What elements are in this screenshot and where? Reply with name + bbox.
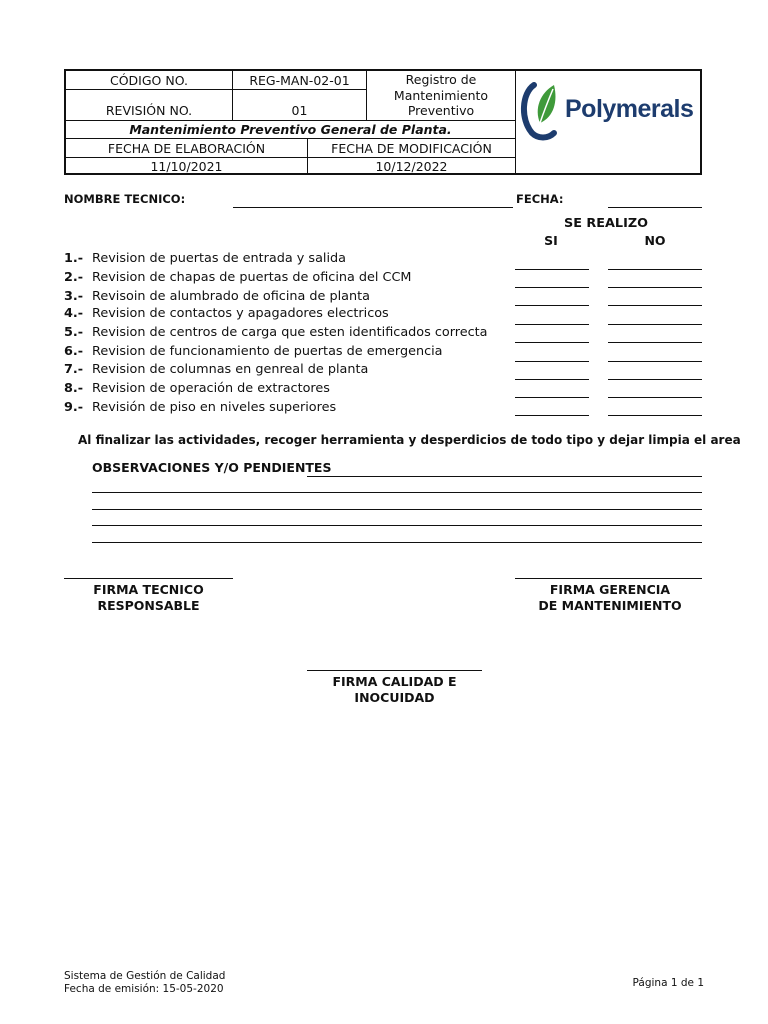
checklist-item: 2.- Revision de chapas de puertas de oficina del CCM [64, 270, 412, 285]
no-answer-line[interactable] [608, 342, 702, 343]
footer-left [64, 970, 225, 996]
no-answer-line[interactable] [608, 361, 702, 362]
checklist-item: 1.- Revision de puertas de entrada y salida [64, 251, 347, 266]
observaciones-line[interactable] [92, 525, 702, 526]
no-answer-line[interactable] [608, 269, 702, 270]
firma-tecnico-line[interactable] [64, 578, 233, 579]
checklist-item: 4.- Revision de contactos y apagadores electricos [64, 306, 389, 321]
si-answer-line[interactable] [515, 361, 589, 362]
no-answer-line[interactable] [608, 324, 702, 325]
firma-gerencia-line[interactable] [515, 578, 702, 579]
company-logo [518, 79, 700, 141]
checklist-item: 5.- Revision de centros de carga que esten identificados correcta [64, 325, 488, 340]
si-answer-line[interactable] [515, 324, 589, 325]
si-answer-line[interactable] [515, 269, 589, 270]
document-title [367, 71, 515, 120]
se-realizo-label: SE REALIZO [564, 216, 648, 231]
doc-title-line-2: Mantenimiento [393, 87, 489, 103]
firma-gerencia-label: FIRMA GERENCIA DE MANTENIMIENTO [538, 582, 682, 613]
si-answer-line[interactable] [515, 287, 589, 288]
no-answer-line[interactable] [608, 287, 702, 288]
document-subtitle: Mantenimiento Preventivo General de Planta. [129, 122, 452, 137]
nombre-tecnico-label: NOMBRE TECNICO: [64, 192, 186, 206]
checklist-item: 6.- Revision de funcionamiento de puertas de emergencia [64, 344, 443, 359]
observaciones-label: OBSERVACIONES Y/O PENDIENTES [92, 460, 332, 475]
checklist-item: 8.- Revision de operación de extractores [64, 381, 330, 396]
footer-fecha-emision: Fecha de emisión: 15-05-2020 [64, 983, 224, 995]
firma-calidad-label: FIRMA CALIDAD E INOCUIDAD [332, 674, 457, 705]
observaciones-line[interactable] [92, 542, 702, 543]
leaf-logo-icon [518, 79, 562, 141]
no-answer-line[interactable] [608, 415, 702, 416]
doc-title-line-3: Preventivo [407, 103, 475, 119]
checklist-item: 7.- Revision de columnas en genreal de planta [64, 362, 369, 377]
codigo-label: CÓDIGO NO. [109, 72, 189, 88]
no-answer-line[interactable] [608, 397, 702, 398]
si-column-label: SI [544, 233, 558, 248]
checklist-item: 3.- Revisoin de alumbrado de oficina de planta [64, 289, 370, 304]
observaciones-line[interactable] [92, 509, 702, 510]
logo-wordmark: Polymerals [565, 95, 694, 123]
fecha-elaboracion-value: 11/10/2021 [150, 159, 223, 174]
si-answer-line[interactable] [515, 342, 589, 343]
observaciones-line[interactable] [307, 476, 702, 477]
revision-label: REVISIÓN NO. [105, 103, 193, 118]
observaciones-line[interactable] [92, 492, 702, 493]
instruction-text: Al finalizar las actividades, recoger herramienta y desperdicios de todo tipo y dejar limpia el area [78, 433, 741, 447]
codigo-value: REG-MAN-02-01 [249, 72, 350, 88]
no-answer-line[interactable] [608, 379, 702, 380]
doc-title-line-1: Registro de [405, 72, 477, 88]
footer-sistema: Sistema de Gestión de Calidad [64, 970, 226, 982]
fecha-modificacion-label: FECHA DE MODIFICACIÓN [331, 140, 492, 156]
no-answer-line[interactable] [608, 305, 702, 306]
nombre-tecnico-field[interactable] [233, 207, 513, 208]
fecha-modificacion-value: 10/12/2022 [375, 159, 448, 174]
checklist-item: 9.- Revisión de piso en niveles superiores [64, 400, 337, 415]
si-answer-line[interactable] [515, 415, 589, 416]
fecha-label: FECHA: [516, 192, 564, 206]
si-answer-line[interactable] [515, 397, 589, 398]
footer-page-number: Página 1 de 1 [632, 977, 704, 989]
firma-calidad-line[interactable] [307, 670, 482, 671]
firma-tecnico-label: FIRMA TECNICO RESPONSABLE [93, 582, 204, 613]
no-column-label: NO [644, 233, 666, 248]
si-answer-line[interactable] [515, 379, 589, 380]
fecha-field[interactable] [608, 207, 702, 208]
revision-value: 01 [291, 103, 308, 118]
header-table [64, 69, 702, 175]
fecha-elaboracion-label: FECHA DE ELABORACIÓN [107, 140, 266, 156]
si-answer-line[interactable] [515, 305, 589, 306]
